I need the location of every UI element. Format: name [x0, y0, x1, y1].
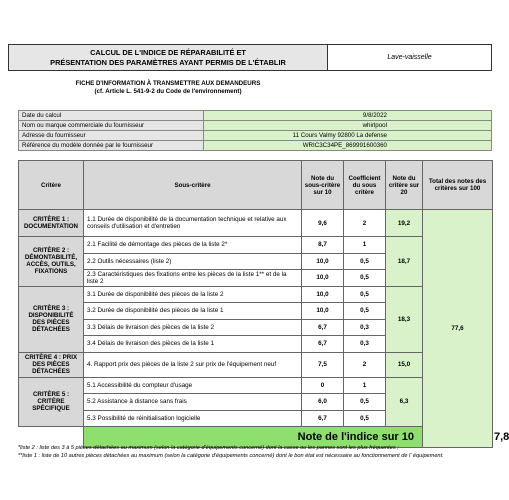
note-10: 0	[302, 377, 344, 394]
total-100: 77,6	[423, 210, 493, 448]
coefficient: 1	[344, 237, 386, 254]
sub-criterion: 2.1 Facilité de démontage des pièces de la liste 2*	[84, 237, 302, 254]
table-row	[19, 210, 493, 237]
info-label: Référence du modèle donnée par le fournisseur	[19, 141, 204, 151]
note-10: 10,0	[302, 286, 344, 303]
note-10: 10,0	[302, 303, 344, 320]
fiche-heading	[8, 80, 328, 96]
product-type: Lave-vaisselle	[328, 44, 492, 71]
criterion-name: CRITÈRE 1 : DOCUMENTATION	[19, 210, 84, 237]
info-row	[19, 141, 492, 151]
info-label: Date du calcul	[19, 111, 204, 121]
coefficient: 2	[344, 210, 386, 237]
note-20: 6,3	[386, 377, 423, 427]
supplier-info-table	[18, 110, 492, 151]
col-coef: Coefficient du sous critère	[344, 161, 386, 210]
coefficient: 0,5	[344, 410, 386, 427]
sub-criterion: 3.2 Durée de disponibilité des pièces de la liste 1	[84, 303, 302, 320]
table-row	[19, 237, 493, 254]
info-value: 9/8/2022	[204, 111, 492, 121]
score-table	[18, 160, 509, 448]
sub-criterion: 3.3 Délais de livraison des pièces de la liste 2	[84, 319, 302, 336]
fiche-line-2: (cf. Article L. 541-9-2 du Code de l'environnement)	[94, 88, 242, 95]
footnote-liste-1: **liste 1 : liste de 10 autres pièces détachées au maximum (selon la catégorie d'équipements concerné) dont le bon état est nécessaire au fonctionnement de l' équipement.	[18, 452, 444, 459]
coefficient: 0,5	[344, 270, 386, 287]
sub-criterion: 2.2 Outils nécessaires (liste 2)	[84, 253, 302, 270]
coefficient: 0,5	[344, 303, 386, 320]
criterion-name: CRITÈRE 2 : DÉMONTABILITÉ, ACCÈS, OUTILS, FIXATIONS	[19, 237, 84, 287]
info-value: 11 Cours Valmy 92800 La defense	[204, 131, 492, 141]
note-10: 6,7	[302, 319, 344, 336]
info-label: Adresse du fournisseur	[19, 131, 204, 141]
fiche-line-1: FICHE D'INFORMATION À TRANSMETTRE AUX DEMANDEURS	[75, 80, 261, 87]
criterion-name: CRITÈRE 3 : DISPONIBILITÉ DES PIÈCES DÉTACHÉES	[19, 286, 84, 352]
note-10: 6,0	[302, 394, 344, 411]
info-row	[19, 121, 492, 131]
note-20: 18,3	[386, 286, 423, 352]
sub-criterion: 2.3 Caractéristiques des fixations entre les pièces de la liste 1** et de la liste 2	[84, 270, 302, 287]
footnote-liste-2: *liste 2 : liste des 3 à 5 pièces détachées au maximum (selon la catégorie d'équipements concerné) dont la casse ou les pannes sont les plus fréquentes ;	[18, 445, 399, 451]
note-20: 15,0	[386, 352, 423, 377]
coefficient: 0,5	[344, 286, 386, 303]
document-title	[8, 44, 328, 71]
index-label: Note de l'indice sur 10	[84, 427, 423, 448]
info-value: WRIC3C34PE_869991600360	[204, 141, 492, 151]
coefficient: 0,5	[344, 253, 386, 270]
table-row	[19, 352, 493, 377]
col-sous-critere: Sous-critère	[84, 161, 302, 210]
sub-criterion: 5.3 Possibilité de réinitialisation logicielle	[84, 410, 302, 427]
info-row	[19, 131, 492, 141]
note-10: 8,7	[302, 237, 344, 254]
note-10: 6,7	[302, 410, 344, 427]
coefficient: 0,3	[344, 336, 386, 353]
sub-criterion: 3.4 Délais de livraison des pièces de la liste 1	[84, 336, 302, 353]
footer-row: Note de l'indice sur 10 7,8	[19, 427, 493, 448]
criterion-name: CRITÈRE 4 : PRIX DES PIÈCES DÉTACHÉES	[19, 352, 84, 377]
score-table-wrap	[18, 160, 509, 448]
sub-criterion: 5.2 Assistance à distance sans frais	[84, 394, 302, 411]
note-10: 10,0	[302, 253, 344, 270]
coefficient: 2	[344, 352, 386, 377]
coefficient: 1	[344, 377, 386, 394]
note-10: 10,0	[302, 270, 344, 287]
col-total100: Total des notes des critères sur 100	[423, 161, 493, 210]
note-20: 19,2	[386, 210, 423, 237]
note-10: 6,7	[302, 336, 344, 353]
note-20: 18,7	[386, 237, 423, 287]
footnotes	[18, 445, 492, 460]
col-critere: Critère	[19, 161, 84, 210]
criterion-name: CRITÈRE 5 : CRITÈRE SPÉCIFIQUE	[19, 377, 84, 427]
info-value: whirlpool	[204, 121, 492, 131]
sub-criterion: 4. Rapport prix des pièces de la liste 2 sur prix de l'équipement neuf	[84, 352, 302, 377]
header-row	[19, 161, 493, 210]
table-row	[19, 377, 493, 394]
title-line-2: PRÉSENTATION DES PARAMÈTRES AYANT PERMIS DE L'ÉTABLIR	[50, 58, 286, 67]
coefficient: 0,3	[344, 319, 386, 336]
note-10: 7,5	[302, 352, 344, 377]
note-10: 9,6	[302, 210, 344, 237]
info-row	[19, 111, 492, 121]
sub-criterion: 5.1 Accessibilité du compteur d'usage	[84, 377, 302, 394]
title-line-1: CALCUL DE L'INDICE DE RÉPARABILITÉ ET	[90, 48, 246, 57]
info-label: Nom ou marque commerciale du fournisseur	[19, 121, 204, 131]
table-row	[19, 286, 493, 303]
coefficient: 0,5	[344, 394, 386, 411]
col-note10: Note du sous-critère sur 10	[302, 161, 344, 210]
col-note20: Note du critère sur 20	[386, 161, 423, 210]
sub-criterion: 3.1 Durée de disponibilité des pièces de la liste 2	[84, 286, 302, 303]
sub-criterion: 1.1 Durée de disponibilité de la documentation technique et relative aux conseils d'utilisation et d'entretien	[84, 210, 302, 237]
